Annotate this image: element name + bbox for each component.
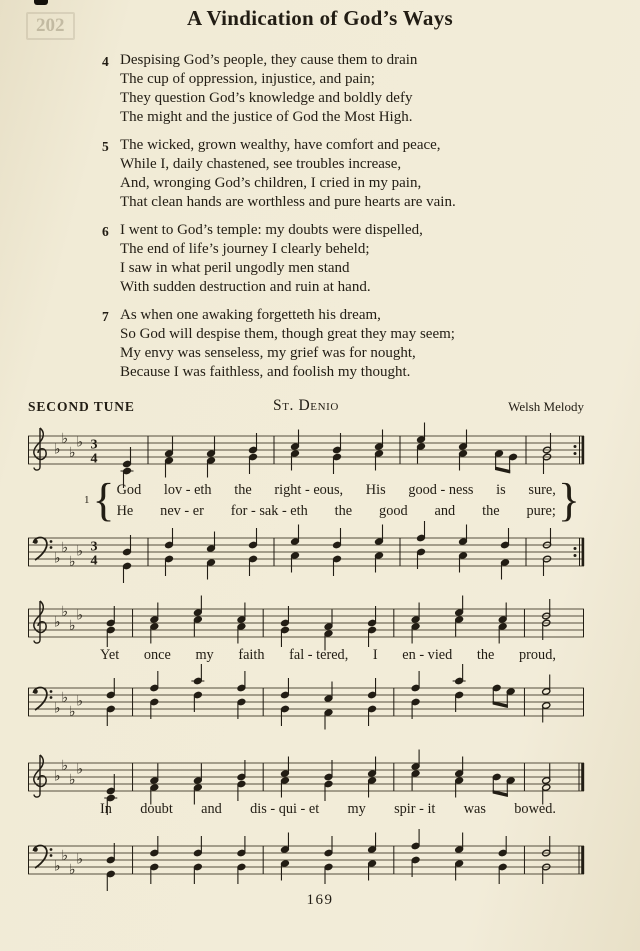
svg-text:♭: ♭ (76, 761, 84, 778)
lyric-word: and (434, 502, 456, 519)
lyric-word: lov - eth (163, 481, 212, 498)
svg-text:♭: ♭ (54, 700, 61, 717)
lyric-word: dis - qui - et (250, 801, 320, 817)
verse-7 (102, 306, 590, 382)
svg-text:3: 3 (90, 437, 98, 453)
svg-text:♭: ♭ (61, 758, 69, 774)
svg-text:♭: ♭ (54, 614, 61, 631)
svg-text:♭: ♭ (76, 851, 84, 868)
lyric-word: en - vied (402, 647, 453, 663)
lyric-word: the (482, 502, 500, 519)
bass-staff-system-2 (0, 662, 640, 742)
lyric-line-1 (100, 799, 556, 819)
svg-text:♭: ♭ (61, 690, 69, 706)
svg-text:♭: ♭ (76, 693, 84, 710)
lyrics-system-3 (100, 799, 556, 819)
verse-number: 4 (102, 54, 109, 69)
verse-6 (102, 221, 590, 297)
lyric-word: is (496, 481, 506, 498)
lyric-word: nev - er (160, 502, 204, 519)
svg-text:♭: ♭ (54, 768, 61, 785)
scan-artifact (34, 0, 48, 5)
svg-text:♭: ♭ (69, 772, 76, 788)
lyric-lines (100, 799, 556, 819)
verse-line: Despising God’s people, they cause them to drain (120, 52, 418, 68)
verse-line: The cup of oppression, injustice, and pain; (120, 71, 375, 87)
svg-text:4: 4 (90, 553, 98, 569)
svg-text:♭: ♭ (61, 540, 69, 556)
lyric-word: my (347, 801, 366, 817)
verse-4 (102, 51, 590, 127)
lyric-word: I (372, 647, 378, 663)
lyric-word: and (201, 801, 222, 817)
svg-text:♭: ♭ (54, 441, 61, 458)
lyric-word: He (116, 502, 134, 519)
lyric-line-1 (117, 480, 556, 500)
verse-line: They question God’s knowledge and boldly defy (120, 90, 413, 106)
verse-line: I saw in what peril ungodly men stand (120, 260, 350, 276)
lyric-word: right - eous, (274, 481, 344, 498)
lyric-word: once (143, 647, 171, 663)
bass-staff-system-3 (0, 820, 640, 900)
lyric-word: the (334, 502, 353, 519)
lyric-word: In (100, 801, 112, 817)
svg-text:♭: ♭ (76, 434, 84, 451)
verse-line: While I, daily chastened, see troubles increase, (120, 156, 402, 172)
svg-text:♭: ♭ (76, 543, 84, 560)
tune-attribution: Welsh Melody (508, 399, 584, 414)
lyric-word: for - sak - eth (230, 502, 308, 519)
svg-text:♭: ♭ (61, 604, 69, 620)
close-brace: } (557, 473, 580, 526)
svg-text:♭: ♭ (61, 848, 69, 864)
svg-text:3: 3 (90, 539, 98, 555)
lyric-word: Yet (100, 647, 120, 663)
verse-block (102, 51, 590, 391)
lyric-word: the (476, 647, 495, 663)
ghost-page-number: 202 (26, 12, 75, 40)
verse-line: As when one awaking forgetteth his dream, (120, 307, 381, 323)
tune-name: St. Denio (273, 397, 339, 414)
svg-text:♭: ♭ (61, 431, 69, 447)
lyric-word: good (379, 502, 408, 519)
verse-line: The might and the justice of God the Most High. (120, 109, 413, 125)
tune-section-label: SECOND TUNE (28, 399, 135, 414)
verse-line: Because I was faithless, and foolish my thought. (120, 364, 411, 380)
svg-text:♭: ♭ (69, 618, 76, 634)
verse-line: So God will despise them, though great they may seem; (120, 326, 455, 342)
svg-text:4: 4 (90, 451, 98, 467)
svg-text:♭: ♭ (54, 858, 61, 875)
lyric-word: the (234, 481, 252, 498)
verse-number: 6 (102, 224, 109, 239)
lyric-word: His (365, 481, 386, 498)
verse-number: 5 (102, 139, 109, 154)
lyric-word: fal - tered, (289, 647, 349, 663)
verse-number: 7 (102, 309, 109, 324)
open-brace: { (92, 473, 115, 526)
lyric-word: was (463, 801, 486, 817)
lyric-word: spir - it (394, 801, 436, 817)
page-title: A Vindication of God’s Ways (187, 6, 453, 30)
verse-line: With sudden destruction and ruin at hand. (120, 279, 371, 295)
lyric-word: pure; (526, 502, 556, 519)
lyric-word: doubt (140, 801, 173, 817)
svg-text:♭: ♭ (76, 607, 84, 624)
svg-text:♭: ♭ (69, 704, 76, 720)
lyric-verse-number: 1 (84, 494, 90, 506)
verse-line: My envy was senseless, my grief was for nought, (120, 345, 416, 361)
verse-line: And, wronging God’s children, I cried in my pain, (120, 175, 422, 191)
verse-line: That clean hands are worthless and pure hearts are vain. (120, 194, 456, 210)
lyric-word: God (116, 481, 142, 498)
lyric-word: faith (238, 647, 265, 663)
lyric-word: good - ness (408, 481, 474, 498)
verse-5 (102, 136, 590, 212)
lyric-word: proud, (518, 647, 556, 663)
svg-text:♭: ♭ (69, 862, 76, 878)
verse-line: The wicked, grown wealthy, have comfort and peace, (120, 137, 441, 153)
lyric-word: my (195, 647, 214, 663)
verse-line: I went to God’s temple: my doubts were dispelled, (120, 222, 423, 238)
bass-staff-system-1 (0, 512, 640, 592)
svg-text:♭: ♭ (69, 445, 76, 461)
lyric-word: bowed. (514, 801, 556, 817)
lyric-word: sure, (528, 481, 556, 498)
verse-line: The end of life’s journey I clearly beheld; (120, 241, 370, 257)
svg-text:♭: ♭ (69, 554, 76, 570)
svg-text:♭: ♭ (54, 550, 61, 567)
page-number: 169 (306, 892, 334, 908)
